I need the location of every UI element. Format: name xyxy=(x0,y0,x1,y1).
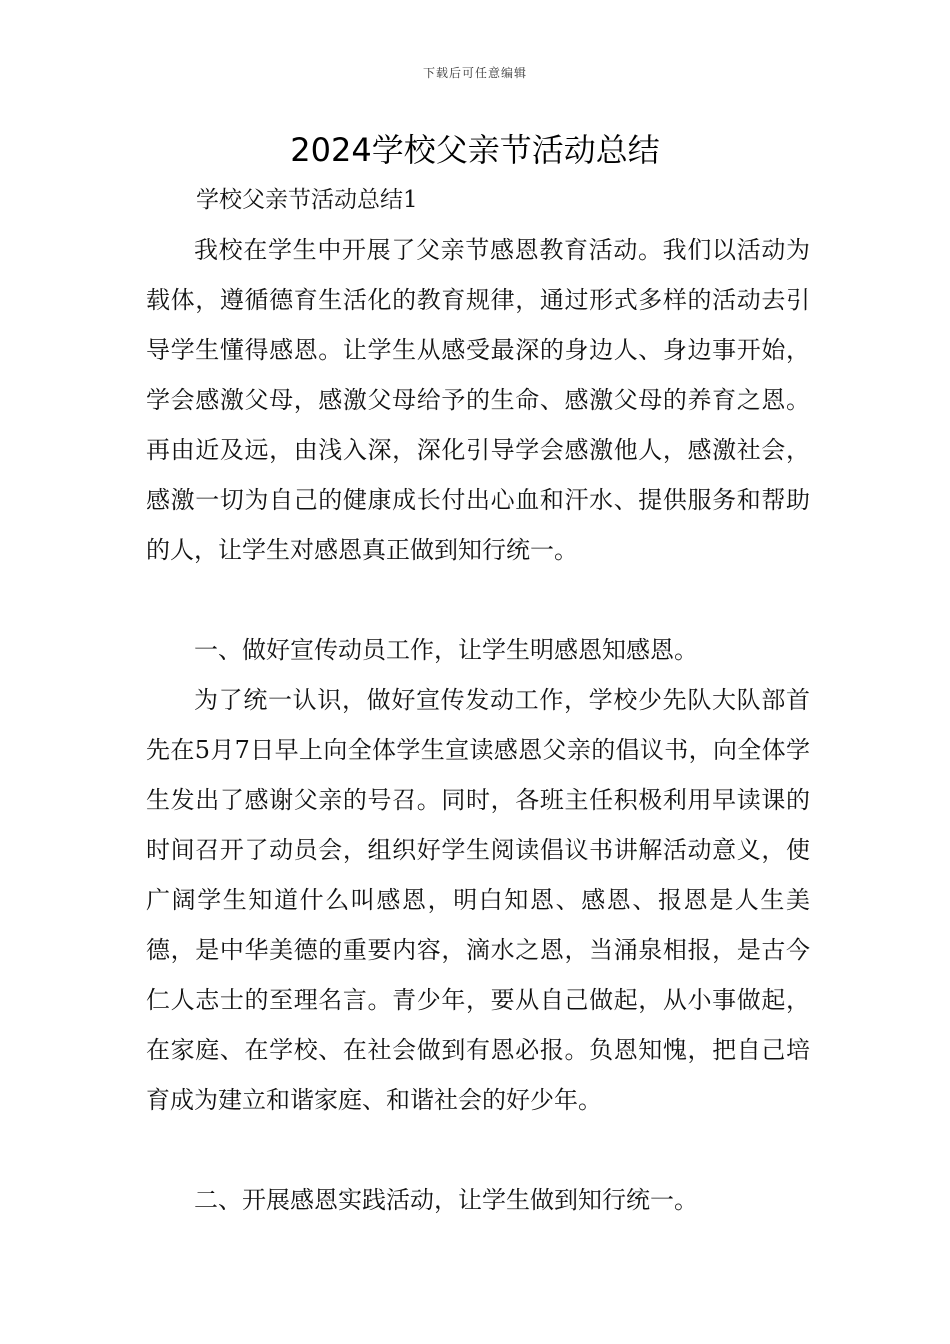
section-heading-2: 二、开展感恩实践活动，让学生做到知行统一。 xyxy=(194,1186,698,1214)
section-subtitle: 学校父亲节活动总结1 xyxy=(196,187,418,213)
paragraph-intro: 我校在学生中开展了父亲节感恩教育活动。我们以活动为载体，遵循德育生活化的教育规律，通过形式多样的活动去引导学生懂得感恩。让学生从感受最深的身边人、身边事开始，学会感激父母，感激父母给予的生命、感激父母的养育之恩。再由近及远，由浅入深，深化引导学会感激他人，感激社会，感激一切为自己的健康成长付出心血和汗水、提供服务和帮助的人，让学生对感恩真正做到知行统一。 xyxy=(146,236,810,564)
section-heading-1: 一、做好宣传动员工作，让学生明感恩知感恩。 xyxy=(194,636,698,664)
header-note: 下载后可任意编辑 xyxy=(422,66,527,80)
document-title: 2024学校父亲节活动总结 xyxy=(290,131,660,169)
paragraph-section-1: 为了统一认识，做好宣传发动工作，学校少先队大队部首先在5月7日早上向全体学生宣读感恩父亲的倡议书，向全体学生发出了感谢父亲的号召。同时，各班主任积极利用早读课的时间召开了动员会，组织好学生阅读倡议书讲解活动意义，使广阔学生知道什么叫感恩，明白知恩、感恩、报恩是人生美德，是中华美德的重要内容，滴水之恩，当涌泉相报，是古今仁人志士的至理名言。青少年，要从自己做起，从小事做起，在家庭、在学校、在社会做到有恩必报。负恩知愧，把自己培育成为建立和谐家庭、和谐社会的好少年。 xyxy=(146,686,810,1114)
